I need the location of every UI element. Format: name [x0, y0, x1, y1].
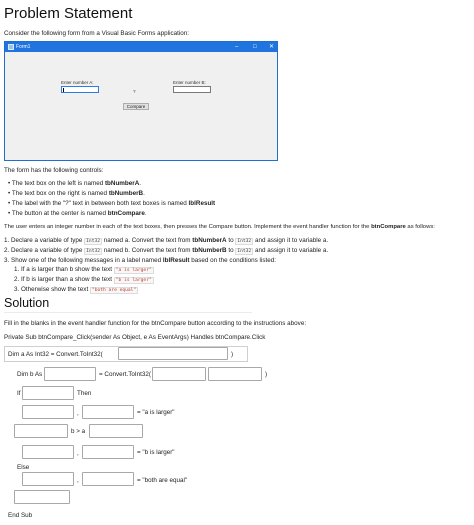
blank-convert-a[interactable] — [118, 347, 228, 360]
code-else: Else — [17, 464, 30, 471]
step-2: 2. Declare a variable of type Int32 named b. Convert the text from tbNumberB to Int32 and assign it to variable a. — [4, 247, 329, 254]
control-item: • The label with the "?" text in between both text boxes is named lblResult — [8, 200, 216, 207]
blank-label-eq[interactable] — [22, 472, 74, 486]
code-comma-2: , — [77, 450, 79, 457]
code-then: Then — [77, 390, 92, 397]
code-comma-3: , — [77, 477, 79, 484]
code-assign-b: = "b is larger" — [137, 449, 175, 456]
form-titlebar — [5, 42, 277, 52]
minimize-icon[interactable]: – — [235, 44, 239, 50]
task-text: The user enters an integer number in each of the text boxes, then presses the Compare button. Implement the event handler function for the btnCompare as follows: — [4, 224, 435, 230]
code-if: If — [17, 390, 21, 397]
blank-type-b[interactable] — [44, 367, 96, 381]
page-title: Problem Statement — [4, 5, 133, 22]
blank-property-b[interactable] — [82, 445, 134, 459]
code-close-paren-2: ) — [265, 371, 268, 378]
control-item: • The text box on the right is named tbNumberB. — [8, 190, 145, 197]
intro-text: Consider the following form from a Visual Basic Forms application: — [4, 30, 190, 37]
close-icon[interactable]: ✕ — [269, 44, 275, 50]
blank-label-a[interactable] — [22, 405, 74, 419]
substep-3: 3. Otherwise show the text "both are equal" — [14, 286, 137, 293]
code-dim-b: Dim b As — [17, 371, 43, 378]
maximize-icon[interactable]: □ — [253, 44, 257, 50]
blank-property-a[interactable] — [82, 405, 134, 419]
form-title: Form1 — [16, 43, 31, 50]
compare-button[interactable]: Compare — [123, 103, 149, 110]
solution-heading: Solution — [4, 296, 50, 310]
code-end-sub: End Sub — [8, 512, 33, 519]
code-eq-convert: = Convert.ToInt32( — [99, 371, 151, 378]
lbl-result: ? — [133, 89, 136, 94]
fill-instructions: Fill in the blanks in the event handler function for the btnCompare button according to the instructions above: — [4, 320, 307, 327]
tb-number-b[interactable] — [173, 86, 211, 93]
controls-intro: The form has the following controls: — [4, 167, 104, 174]
code-close-paren: ) — [231, 351, 234, 358]
control-item: • The button at the center is named btnCompare. — [8, 210, 147, 217]
label-number-b: Enter number B: — [173, 80, 206, 85]
blank-elseif[interactable] — [14, 424, 68, 438]
step-3: 3. Show one of the following messages in a label named lblResult based on the conditions listed: — [4, 257, 276, 264]
blank-end-if[interactable] — [14, 490, 70, 504]
code-comma-1: , — [77, 410, 79, 417]
form-window — [4, 41, 278, 161]
blank-property-eq[interactable] — [82, 472, 134, 486]
code-cond-b: b > a — [71, 428, 86, 435]
app-icon — [8, 44, 14, 50]
blank-label-b[interactable] — [22, 445, 74, 459]
label-number-a: Enter number A: — [61, 80, 94, 85]
blank-convert-b[interactable] — [152, 367, 206, 381]
code-dim-a: Dim a As Int32 = Convert.ToInt32( — [8, 351, 103, 358]
blank-convert-b-2[interactable] — [208, 367, 262, 381]
blank-condition[interactable] — [22, 386, 74, 400]
substep-2: 2. If b is larger than a show the text "b is larger" — [14, 276, 152, 283]
code-assign-a: = "a is larger" — [137, 409, 175, 416]
blank-then-2[interactable] — [89, 424, 143, 438]
divider — [4, 312, 252, 313]
tb-number-a[interactable] — [61, 86, 99, 93]
code-assign-eq: = "both are equal" — [137, 477, 188, 484]
substep-1: 1. If a is larger than b show the text "a is larger" — [14, 266, 152, 273]
step-1: 1. Declare a variable of type Int32 named a. Convert the text from tbNumberA to Int32 and assign it to variable a. — [4, 237, 329, 244]
event-signature: Private Sub btnCompare_Click(sender As Object, e As EventArgs) Handles btnCompare.Click — [4, 334, 266, 341]
control-item: • The text box on the left is named tbNumberA. — [8, 180, 141, 187]
